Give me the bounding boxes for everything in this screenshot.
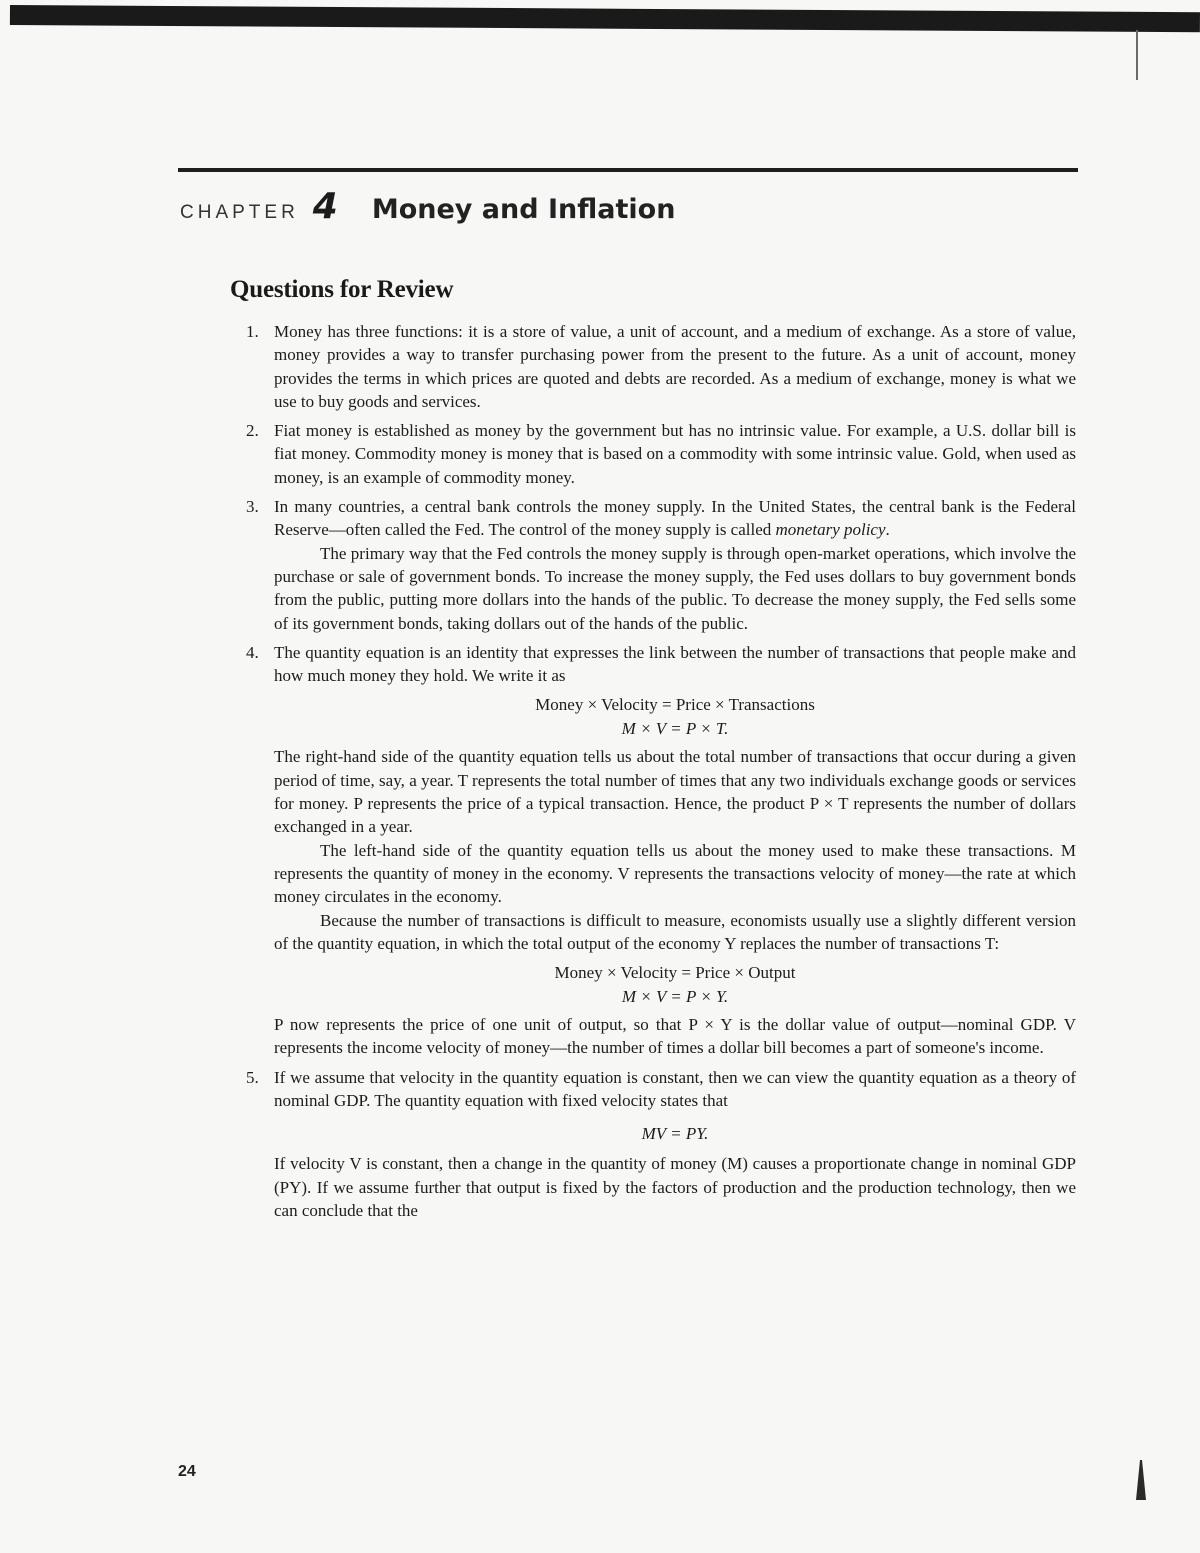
scan-mark	[1136, 1460, 1146, 1500]
equation-words: Money × Velocity = Price × Transactions	[535, 695, 815, 715]
answer-paragraph: The primary way that the Fed controls the money supply is through open-market operations, which involve the purchase or sale of government bonds. To increase the money supply, the Fed uses dollars to buy government bonds from the public, putting more dollars into the hands of the public. To decrease the money supply, the Fed sells some of its government bonds, taking dollars out of the hands of the public.	[274, 543, 1076, 633]
question-item-4	[246, 641, 1076, 1060]
question-number: 5.	[246, 1067, 259, 1087]
answer-paragraph: Fiat money is established as money by the government but has no intrinsic value. For example, a U.S. dollar bill is fiat money. Commodity money is money that is based on a commodity with some intrinsic value. Gold, when used as money, is an example of commodity money.	[274, 421, 1076, 487]
emphasized-term: monetary policy	[775, 520, 886, 540]
equation-symbols: MV = PY.	[641, 1124, 709, 1144]
answer-text: .	[885, 520, 890, 540]
questions-list	[246, 320, 1076, 1228]
question-number: 3.	[246, 497, 259, 517]
chapter-title: Money and Inflation	[371, 194, 676, 225]
equation-words: Money × Velocity = Price × Output	[554, 963, 796, 983]
answer-paragraph: The quantity equation is an identity that expresses the link between the number of transactions that people make and how much money they hold. We write it as	[274, 642, 1076, 686]
equation-symbols: M × V = P × T.	[621, 719, 729, 739]
section-heading: Questions for Review	[230, 276, 454, 303]
question-number: 4.	[246, 642, 259, 662]
answer-paragraph: Money has three functions: it is a store of value, a unit of account, and a medium of exchange. As a store of value, money provides a way to transfer purchasing power from the present to the future. As a unit of account, money provides the terms in which prices are quoted and debts are recorded. As a medium of exchange, money is what we use to buy goods and services.	[274, 322, 1076, 411]
question-number: 1.	[246, 322, 259, 341]
answer-paragraph: Because the number of transactions is difficult to measure, economists usually use a slightly different version of the quantity equation, in which the total output of the economy Y replaces the number of transactions T:	[274, 910, 1076, 953]
answer-paragraph	[274, 495, 1076, 542]
answer-paragraph: If we assume that velocity in the quantity equation is constant, then we can view the quantity equation as a theory of nominal GDP. The quantity equation with fixed velocity states that	[274, 1067, 1076, 1111]
chapter-rule	[178, 168, 1078, 172]
answer-paragraph: If velocity V is constant, then a change in the quantity of money (M) causes a proportionate change in nominal GDP (PY). If we assume further that output is fixed by the factors of production and the production technology, then we can conclude that the	[274, 1154, 1076, 1220]
equation-symbols: M × V = P × Y.	[621, 987, 729, 1007]
question-number: 2.	[246, 421, 259, 441]
chapter-number: 4	[312, 186, 338, 227]
scan-right-edge-marks	[1130, 30, 1200, 1520]
answer-text: In many countries, a central bank controls the money supply. In the United States, the central bank is the Federal Reserve—often called the Fed. The control of the money supply is called	[274, 497, 1076, 540]
scan-top-edge-shadow	[10, 5, 1200, 32]
page-number: 24	[178, 1463, 196, 1480]
chapter-label: CHAPTER	[180, 202, 299, 223]
question-item-3	[246, 495, 1076, 635]
answer-paragraph: P now represents the price of one unit of output, so that P × Y is the dollar value of output—nominal GDP. V represents the income velocity of money—the number of times a dollar bill becomes a part of someone's income.	[274, 1015, 1076, 1058]
chapter-header	[180, 186, 675, 236]
answer-paragraph: The left-hand side of the quantity equation tells us about the money used to make these transactions. M represents the quantity of money in the economy. V represents the transactions velocity of money—the rate at which money circulates in the economy.	[274, 840, 1076, 907]
question-item-5	[246, 1066, 1076, 1222]
answer-paragraph: The right-hand side of the quantity equation tells us about the total number of transactions that occur during a given period of time, say, a year. T represents the total number of times that any two individuals exchange goods or services for money. P represents the price of a typical transaction. Hence, the product P × T represents the number of dollars exchanged in a year.	[274, 747, 1076, 837]
scan-mark	[1136, 30, 1138, 80]
question-item-2	[246, 419, 1076, 489]
question-item-1	[246, 320, 1076, 413]
